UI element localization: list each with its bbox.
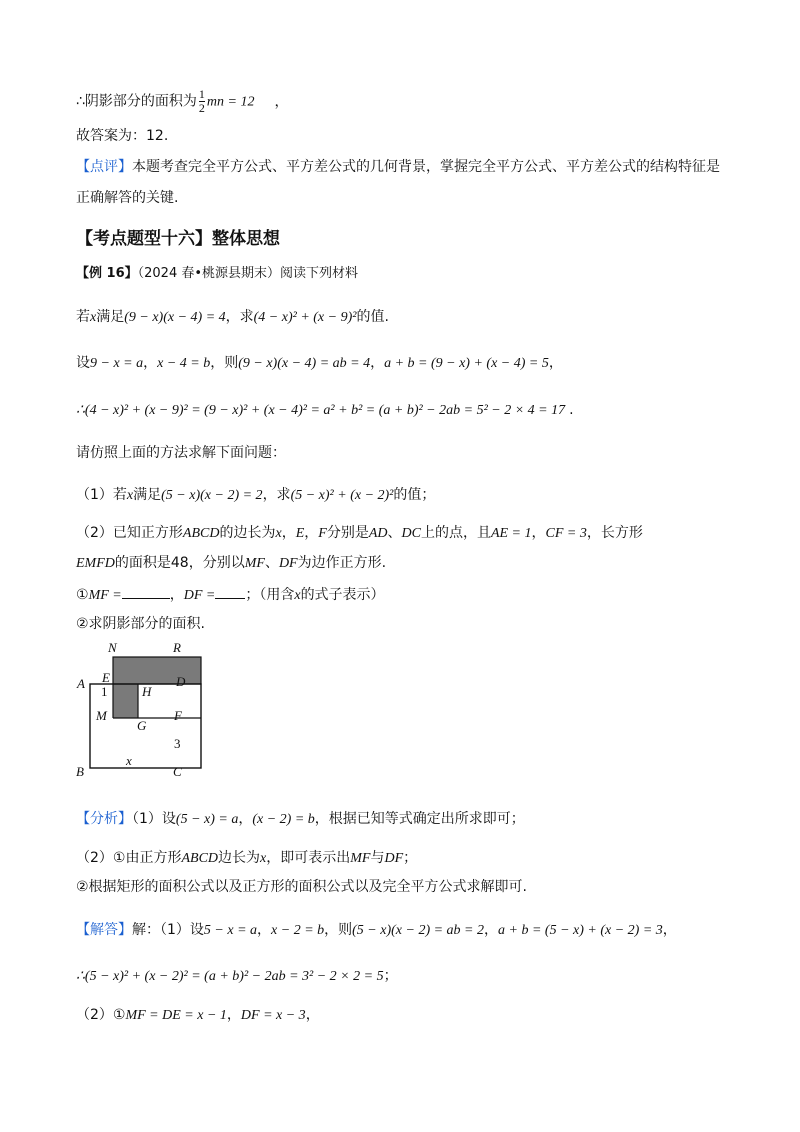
label-b: B — [76, 764, 84, 779]
label-f: F — [174, 708, 182, 723]
area-conclusion-line: ∴阴影部分的面积为 $\frac{1}{2}$ mn = 12 ， — [76, 87, 289, 115]
answer-line: 故答案为：12. — [76, 128, 169, 144]
comment-line-2: 正确解答的关键. — [76, 190, 179, 206]
comment-tag: 【点评】 — [76, 159, 132, 175]
example-header: 【例 16】（2024 春•桃源县期末）阅读下列材料 — [76, 266, 359, 281]
label-x: x — [126, 753, 132, 768]
solution-line-3: （2）①MF = DE = x − 1，DF = x − 3， — [76, 1007, 320, 1023]
analysis-line-2: （2）①由正方形ABCD边长为x，即可表示出MF与DF； — [76, 850, 418, 866]
label-d: D — [176, 674, 186, 689]
answer-blank-df[interactable] — [215, 584, 245, 599]
answer-blank-mf[interactable] — [122, 584, 170, 599]
label-h: H — [142, 684, 152, 699]
label-m: M — [96, 708, 107, 723]
solution-line-2: ∴(5 − x)² + (x − 2)² = (a + b)² − 2ab = 3² − 2 × 2 = 5； — [76, 968, 398, 984]
label-g: G — [137, 718, 147, 733]
analysis-tag: 【分析】 — [76, 811, 132, 827]
solution-tag: 【解答】 — [76, 922, 132, 938]
label-r: R — [173, 640, 181, 655]
geometry-figure — [72, 636, 222, 786]
example-line-3: ∴(4 − x)² + (x − 9)² = (9 − x)² + (x − 4)² = a² + b² = (a + b)² − 2ab = 5² − 2 × 4 = 17 . — [76, 402, 574, 418]
label-c: C — [173, 764, 182, 779]
shaded-region-left — [113, 684, 138, 718]
comment-line-1: 【点评】本题考查完全平方公式、平方差公式的几何背景，掌握完全平方公式、平方差公式的结构特征是 — [76, 159, 720, 175]
label-n: N — [108, 640, 117, 655]
sub-question-1: ①MF = ，DF = ；（用含x的式子表示） — [76, 584, 385, 606]
shaded-region-top — [113, 657, 201, 684]
example-line-1: 若x满足(9 − x)(x − 4) = 4，求(4 − x)² + (x − 9)²的值. — [76, 309, 389, 325]
analysis-line-1: 【分析】（1）设(5 − x) = a，(x − 2) = b，根据已知等式确定出所求即可； — [76, 811, 525, 827]
sub-question-2: ②求阴影部分的面积. — [76, 616, 206, 632]
analysis-line-3: ②根据矩形的面积公式以及正方形的面积公式以及完全平方公式求解即可. — [76, 879, 527, 895]
section-title: 【考点题型十六】整体思想 — [76, 229, 280, 249]
example-instruction: 请仿照上面的方法求解下面问题： — [76, 445, 286, 461]
label-one: 1 — [101, 684, 108, 699]
solution-line-1: 【解答】解：（1）设5 − x = a，x − 2 = b，则(5 − x)(x − 2) = ab = 2，a + b = (5 − x) + (x − 2) = 3， — [76, 922, 677, 938]
question-1: （1）若x满足(5 − x)(x − 2) = 2，求(5 − x)² + (x − 2)²的值； — [76, 487, 436, 503]
question-2-line-1: （2）已知正方形ABCD的边长为x，E，F分别是AD、DC上的点，且AE = 1，CF = 3，长方形 — [76, 525, 643, 541]
fraction-half: $\frac{1}{2}$ — [198, 87, 205, 115]
example-line-2: 设9 − x = a，x − 4 = b，则(9 − x)(x − 4) = ab = 4，a + b = (9 − x) + (x − 4) = 5， — [76, 355, 563, 371]
label-a: A — [77, 676, 85, 691]
label-e: E — [102, 670, 110, 685]
question-2-line-2: EMFD的面积是48，分别以MF、DF为边作正方形. — [76, 555, 387, 571]
label-three: 3 — [174, 736, 181, 751]
